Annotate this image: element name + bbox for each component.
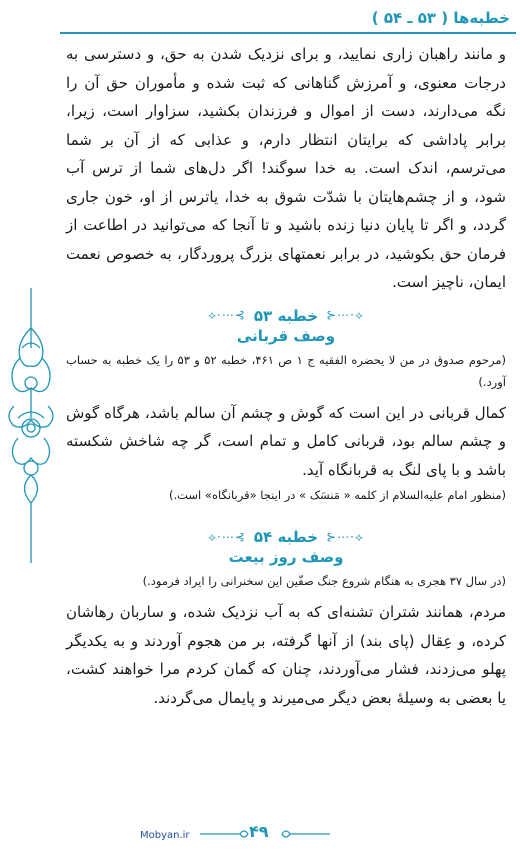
sermon53-heading	[66, 307, 506, 345]
header-title: خطبه‌ها ( ۵۳ ـ ۵۴ )	[371, 9, 510, 27]
sermon54-body: مردم، همانند شتران تشنه‌ای که به آب نزدیک شده، و ساربان رهاشان کرده، و عِقال (پای بند) از آنها گرفته، بر من هجوم آوردند و به یکدیگر پهلو می‌زدند، فشار می‌آوردند، چنان که گمان کردم مرا خواهند کشت، یا بعضی به وسیلۀ بعض دیگر می‌میرند و پایمال می‌گردند.	[66, 603, 506, 707]
sermon54-title: خطبه ۵۴	[253, 528, 319, 546]
sermon54-source-note: (در سال ۳۷ هجری به هنگام شروع جنگ صفّین این سخنرانی را ایراد فرمود.)	[142, 574, 506, 588]
page-content	[66, 40, 506, 712]
sermon53-body: کمال قربانی در این است که گوش و چشم آن سالم باشد، هرگاه گوش و چشم سالم بود، قربانی کامل و تمام است، گر چه شاخش شکسته باشد و با پای لنگ به قربانگاه آید.	[66, 403, 506, 479]
page-header	[60, 6, 516, 34]
site-watermark: Mobyan.ir	[140, 830, 190, 841]
sermon53-footnote: (منظور امام علیه‌السلام از کلمه « مَنسَک » در اینجا «قربانگاه» است.)	[168, 488, 506, 502]
heading-flourish-icon: ⟡·⋯⊰	[326, 529, 364, 544]
sermon53-subtitle: وصف قربانی	[236, 326, 336, 345]
sermon53-source-note: (مرحوم صدوق در من لا یحضره الفقیه ج ۱ ص ۴۶۱، خطبه ۵۲ و ۵۳ را یک خطبه به حساب آورد.)	[66, 352, 507, 389]
sermon54-subtitle: وصف روز بیعت	[228, 548, 344, 566]
page-footer	[140, 818, 380, 848]
heading-flourish-icon: ⊱⋯·⟡	[208, 308, 246, 322]
page-number: ۴۹	[249, 822, 269, 841]
heading-flourish-icon: ⟡·⋯⊰	[326, 308, 364, 322]
sermon53-title: خطبه ۵۳	[253, 306, 319, 325]
decorative-ornament	[6, 288, 56, 563]
intro-paragraph: و مانند راهبان زاری نمایید، و برای نزدیک شدن به حق، و دسترسی به درجات معنوی، و آمرزش گناهانی که ثبت شده و مأموران حق آن را نگه می‌دارند، دست از اموال و فرزندان بکشید، سزاوار است، زیرا، برابر پاداشی که برایتان انتظار دارم، و عذابی که از آن بر شما می‌ترسم، اندک است. به خدا سوگند! اگر دل‌های شما از ترس آب شود، و از چشم‌هایتان با شدّت شوق به خدا، یاترس از او، خون جاری گردد، و اگر تا پایان دنیا زنده باشید و تا آنجا که می‌توانید در اطاعت از فرمان حق بکوشید، در برابر نعمتهای بزرگ پروردگار، به خصوص نعمت ایمان، ناچیز است.	[66, 45, 506, 291]
heading-flourish-icon: ⊱⋯·⟡	[208, 529, 246, 544]
sermon54-heading	[66, 528, 506, 566]
